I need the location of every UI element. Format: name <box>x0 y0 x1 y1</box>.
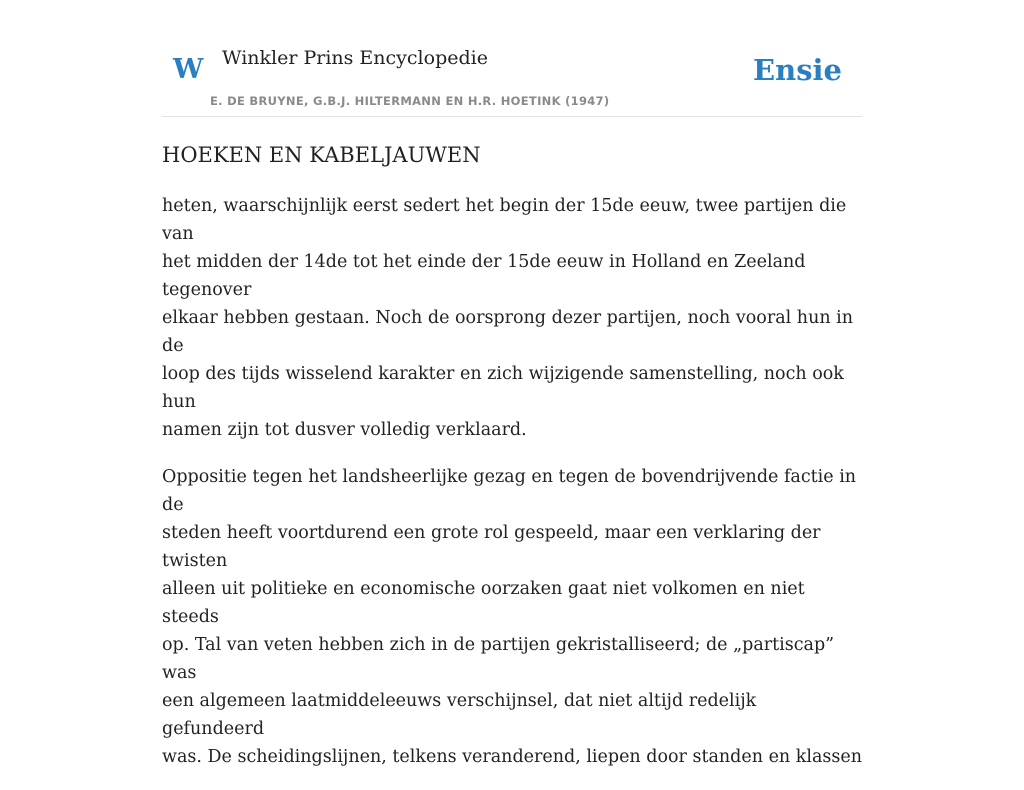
article-title: HOEKEN EN KABELJAUWEN <box>162 143 481 167</box>
article-paragraph-1: heten, waarschijnlijk eerst sedert het begin der 15de eeuw, twee partijen die van het midden der 14de tot het einde der 15de eeuw in Holland en Zeeland tegenover elkaar hebben gestaan. Noch de oorsprong dezer partijen, noch vooral hun in de loop des tijds wisselend karakter en zich wijzigende samenstelling, noch ook hun namen zijn tot dusver volledig verklaard. <box>162 196 854 440</box>
article-paragraph-2: Oppositie tegen het landsheerlijke gezag en tegen de bovendrijvende factie in de steden heeft voortdurend een grote rol gespeeld, maar een verklaring der twisten alleen uit politieke en economische oorzaken gaat niet volkomen en niet steeds op. Tal van veten hebben zich in de partijen gekristalliseerd; de „partiscap” was een algemeen laatmiddeleeuws verschijnsel, dat niet altijd redelijk gefundeerd was. De scheidingslijnen, telkens veranderend, liepen door standen en klassen <box>162 467 862 767</box>
site-header <box>162 40 862 117</box>
site-title[interactable]: Winkler Prins Encyclopedie <box>222 47 488 69</box>
winkler-prins-logo-icon[interactable]: W <box>173 54 204 85</box>
ensie-brand-logo[interactable]: Ensie <box>753 53 842 87</box>
authors-line: E. DE BRUYNE, G.B.J. HILTERMANN EN H.R. HOETINK (1947) <box>210 94 610 108</box>
article-body <box>162 192 862 790</box>
